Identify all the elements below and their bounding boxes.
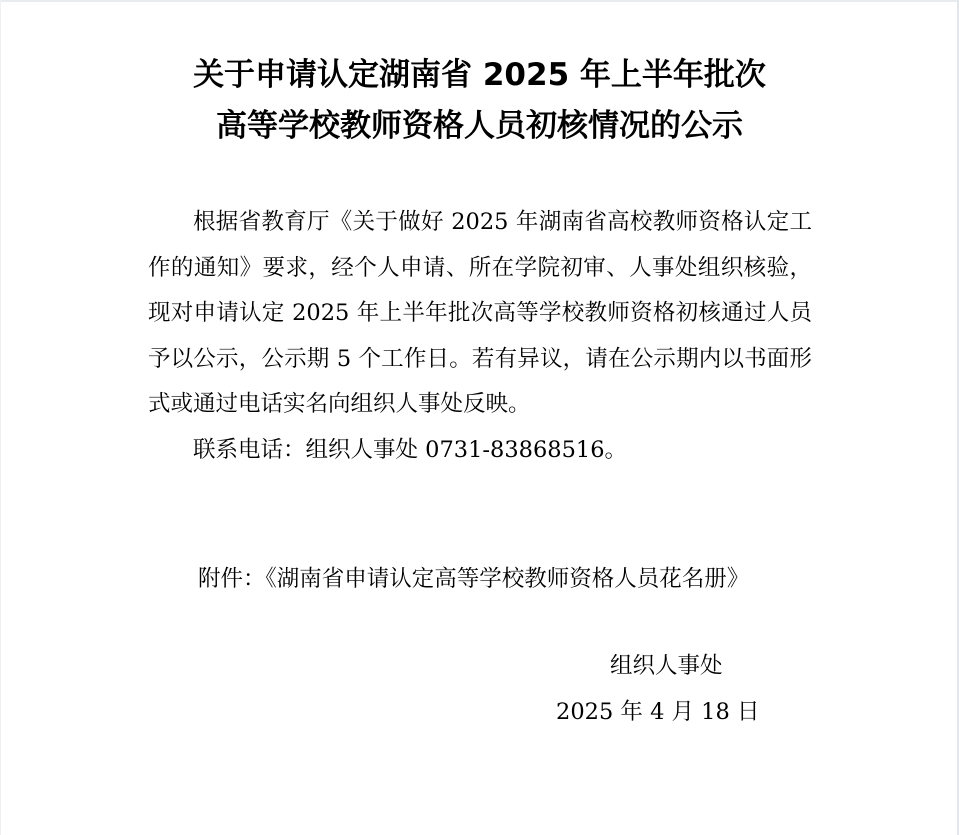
title-line-2: 高等学校教师资格人员初核情况的公示 bbox=[216, 108, 743, 144]
page-top-edge bbox=[0, 0, 959, 2]
document-title bbox=[0, 50, 959, 152]
contact-line: 联系电话：组织人事处 0731-83868516。 bbox=[193, 436, 628, 463]
main-paragraph: 根据省教育厅《关于做好 2025 年湖南省高校教师资格认定工作的通知》要求，经个人申请、所在学院初审、人事处组织核验，现对申请认定 2025 年上半年批次高等学校教师资格初核通过人员予以公示，公示期 5 个工作日。若有异议，请在公示期内以书面形式或通过电话实名向组织人事处反映。 bbox=[148, 209, 812, 417]
signature-organization: 组织人事处 bbox=[610, 653, 723, 679]
signature-date: 2025 年 4 月 18 日 bbox=[556, 699, 760, 725]
document-body bbox=[148, 200, 812, 473]
attachment-line: 附件：《湖南省申请认定高等学校教师资格人员花名册》 bbox=[198, 566, 750, 592]
title-line-1: 关于申请认定湖南省 2025 年上半年批次 bbox=[193, 57, 766, 93]
